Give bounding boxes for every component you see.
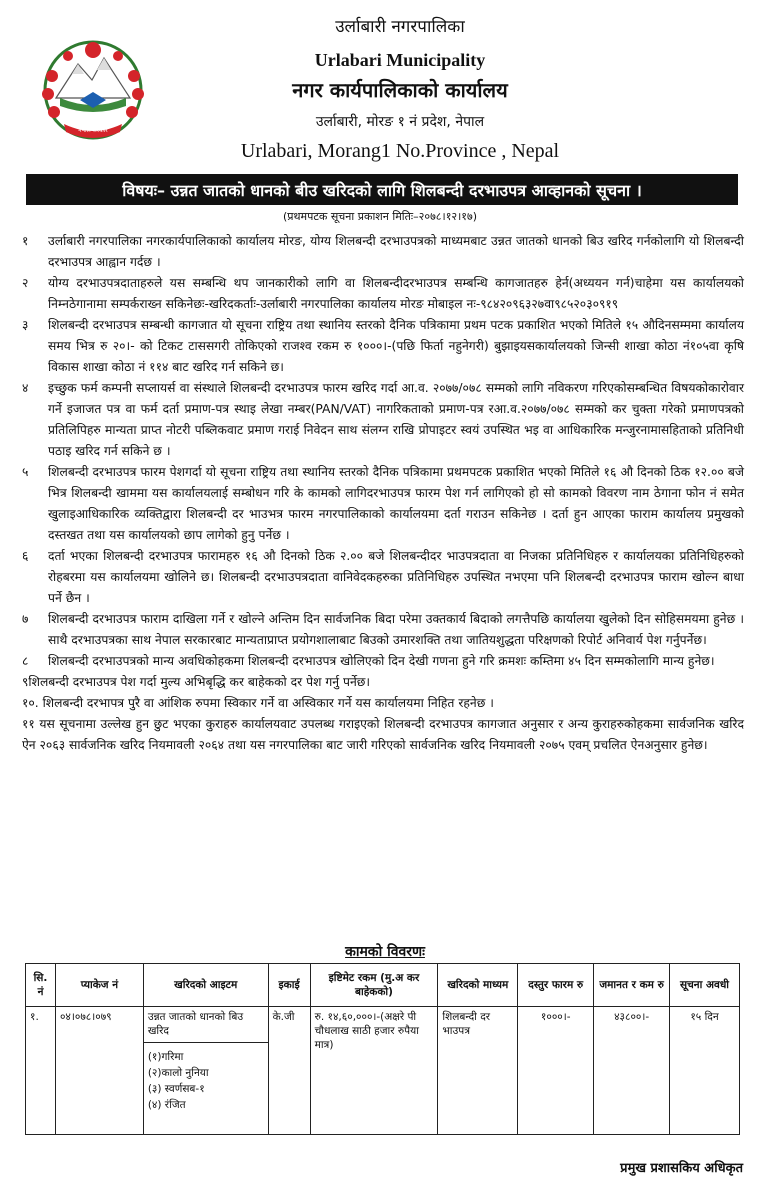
item-number: ४ [22, 381, 29, 395]
variety-item: (२)कालो नुनिया [147, 1067, 209, 1079]
notice-item [22, 609, 744, 651]
notice-item [22, 315, 744, 378]
header-estimate: इष्टिमेट रकम (मु.अ कर बाहेकको) [310, 964, 438, 1007]
notice-item [22, 273, 744, 315]
header-item: खरिदको आइटम [143, 964, 268, 1007]
notice-item [22, 378, 744, 462]
item-text: शिलबन्दी दरभाउपत्र सम्बन्धी कागजात यो सूचना राष्ट्रिय तथा स्थानिय स्तरको दैनिक पत्रिकामा प्रथम पटक प्रकाशित भएको मितिले १५ औदिनसम्ममा कार्यालय समय भित्र रु २०।- को टिकट टाससगरी तोकिएको राजश्व रकम रु १०००।-(पछि फिर्ता नहुनेगरी) बुझाइयसकार्यालयको जिन्सी शाखा कोठा नं१०५वा कृषि विकास शाखा कोठा नं ११४ बाट खरिद गर्न सकिने छ। [48, 318, 744, 374]
item-number: ८ [22, 654, 29, 668]
item-number: १ [22, 234, 29, 248]
item-name: उन्नत जातको धानको बिउ खरिद [147, 1011, 244, 1037]
header-fee: दस्तुर फारम रु [518, 964, 594, 1007]
municipality-name-english: Urlabari Municipality [314, 50, 486, 70]
item-text: योग्य दरभाउपत्रदाताहरुले यस सम्बन्धि थप जानकारीको लागि वा शिलबन्दीदरभाउपत्र सम्बन्धि कागजातहरु हेर्न(अध्ययन गर्न)चाहेमा यस कार्यालयको निम्नठेगानामा सम्पर्कराख्न सकिनेछः-खरिदकर्ताः-उर्लाबारी नगरपालिका कार्यालय मोरङ मोबाइल नः-९८४२०९६३२७वा९८५२०३०९१९ [48, 276, 744, 311]
cell-method: शिलबन्दी दर भाउपत्र [438, 1007, 518, 1135]
nepal-emblem-icon [34, 28, 152, 146]
notice-item [22, 651, 744, 672]
notice-item [22, 546, 744, 609]
item-text: शिलबन्दी दरभाउपत्र फाराम दाखिला गर्ने र खोल्ने अन्तिम दिन सार्वजनिक बिदा परेमा उक्तकार्य बिदाको लगत्तैपछि कार्यालया खुलेको दिन सोहिसमयमा हुनेछ । साथै दरभाउपत्रका साथ नेपाल सरकारबाट मान्यताप्राप्त प्रयोगशालाबाट बिउको उमारशक्ति तथा जातियशुद्धता परिक्षणको रिपोर्ट अनिवार्य पेश गर्नुपर्नेछ। [48, 612, 744, 647]
emblem-text: नेपाल सरकार [78, 127, 108, 134]
cell-deposit: ४३८००।- [594, 1007, 670, 1135]
notice-subject: विषयः– उन्नत जातको धानको बीउ खरिदको लागि शिलबन्दी दरभाउपत्र आव्हानको सूचना । [26, 174, 738, 205]
item-text: शिलबन्दी दरभाउपत्र फारम पेशगर्दा यो सूचना राष्ट्रिय तथा स्थानिय स्तरको दैनिक पत्रिकामा प्रथमपटक प्रकाशित भएको मितिले १६ औ दिनको ठिक १२.०० बजे भित्र शिलबन्दी खाममा यस कार्यालयलाई सम्बोधन गरि के कामको लागिदरभाउपत्र फारम पेश गर्न लागिएको हो सो कामको विवरण नाम ठेगाना फोन नं समेत खुलाइआधिकारिक व्यक्तिद्वारा शिलबन्दी दर भाउभत्र फारम नगरपालिकाको कार्यालयमा दर्ता गराउन सकिनेछ । दर्ता हुन आएका फाराम कार्यालय प्रमुखको दस्तखत तथा यस कार्यालयको छाप लागेको हुनु पर्नेछ । [48, 465, 744, 542]
table-header-row [26, 964, 740, 1007]
notice-items [22, 231, 744, 756]
notice-item [22, 672, 744, 693]
office-name: नगर कार्यपालिकाको कार्यालय [292, 78, 508, 102]
municipality-name-nepali: उर्लाबारी नगरपालिका [335, 17, 465, 37]
notice-item [22, 714, 744, 756]
signature-title: प्रमुख प्रशासकिय अधिकृत [620, 1161, 743, 1176]
item-text: दर्ता भएका शिलबन्दी दरभाउपत्र फारामहरु १६ औ दिनको ठिक २.०० बजे शिलबन्दीदर भाउपत्रदाता वा निजका प्रतिनिधिहरु र कार्यालयका प्रतिनिधिहरुको रोहबरमा यस कार्यालयमा खोलिने छ। शिलबन्दी दरभाउपत्रदाता वानिवेदकहरुका प्रतिनिधिहरु उपस्थित नभएमा पनि शिलबन्दी दरभाउपत्र फाराम खोल्न बाधा पर्ने छैन । [48, 549, 744, 605]
header-deposit: जमानत र कम रु [594, 964, 670, 1007]
item-text: ९शिलबन्दी दरभाउपत्र पेश गर्दा मुल्य अभिबृद्धि कर बाहेकको दर पेश गर्नु पर्नेछ। [22, 675, 371, 689]
item-text: उर्लाबारी नगरपालिका नगरकार्यपालिकाको कार्यालय मोरङ, योग्य शिलबन्दी दरभाउपत्रको माध्यमबाट उन्नत जातको धानको बिउ खरिद गर्नकोलागि यो शिलबन्दी दरभाउपत्र आह्वान गर्दछ । [48, 234, 744, 269]
item-number: ५ [22, 465, 29, 479]
variety-item: (३) स्वर्णसब-१ [147, 1083, 205, 1095]
item-text: शिलबन्दी दरभाउपत्रको मान्य अवधिकोहकमा शिलबन्दी दरभाउपत्र खोलिएको दिन देखी गणना हुने गरि क्रमशः कम्तिमा ४५ दिन सम्मकोलागि मान्य हुनेछ। [48, 654, 715, 668]
cell-estimate: रु. १४,६०,०००।-(अक्षरे पी चौधलाख साठी हजार रुपैया मात्र) [310, 1007, 438, 1135]
cell-package: ०४।०७८।०७९ [55, 1007, 143, 1135]
cell-period: १५ दिन [670, 1007, 740, 1135]
header-method: खरिदको माध्यम [438, 964, 518, 1007]
header-package: प्याकेज नं [55, 964, 143, 1007]
address-english: Urlabari, Morang1 No.Province , Nepal [240, 140, 560, 162]
cell-sn: १. [26, 1007, 56, 1135]
header-unit: इकाई [268, 964, 310, 1007]
cell-fee: १०००।- [518, 1007, 594, 1135]
notice-item [22, 693, 744, 714]
publication-date: (प्रथमपटक सूचना प्रकाशन मितिः–२०७८।१२।१७) [282, 210, 478, 223]
notice-item [22, 231, 744, 273]
table-row [26, 1007, 740, 1135]
item-number: ७ [22, 612, 29, 626]
address-nepali: उर्लाबारी, मोरङ १ नं प्रदेश, नेपाल [315, 114, 485, 130]
variety-list [144, 1042, 268, 1115]
item-number: ६ [22, 549, 29, 563]
item-text: १०. शिलबन्दी दरभापत्र पुरै वा आंशिक रुपमा स्विकार गर्ने वा अस्विकार गर्ने यस कार्यालयमा निहित रहनेछ । [22, 696, 494, 710]
item-number: ३ [22, 318, 29, 332]
variety-item: (१)गरिमा [147, 1051, 184, 1063]
header-sn: सि. नं [26, 964, 56, 1007]
variety-item: (४) रंजित [147, 1099, 186, 1111]
cell-unit: के.जी [268, 1007, 310, 1135]
cell-item [143, 1007, 268, 1135]
notice-item [22, 462, 744, 546]
header-period: सूचना अवधी [670, 964, 740, 1007]
works-table [25, 963, 740, 1135]
item-text: इच्छुक फर्म कम्पनी सप्लायर्स वा संस्थाले शिलबन्दी दरभाउपत्र फारम खरिद गर्दा आ.व. २०७७/०७८ सम्मको लागि नविकरण गरिएकोसम्बन्धित विषयकोकारोवार गर्ने इजाजत पत्र वा फर्म दर्ता प्रमाण-पत्र स्थाइ लेखा नम्बर(PAN/VAT) नागरिकताको प्रमाण-पत्र रआ.व.२०७७/०७८ सम्मको कर चुक्ता गरेको प्रमाणपत्रको प्रतिलिपिहरु मान्यता प्राप्त नोटरी पब्लिकवाट प्रमाण गराई निवेदन साथ संलग्न राखि प्रोपाइटर स्वयं उपस्थित भइ वा आधिकारिक मन्जुरनामासहिताको प्रतिनिधी पठाइ खरिद गर्न सकिने छ । [48, 381, 744, 458]
item-text: ११ यस सूचनामा उल्लेख हुन छुट भएका कुराहरु कार्यालयवाट उपलब्ध गराइएको शिलबन्दी दरभाउपत्र कागजात अनुसार र अन्य कुराहरुकोहकमा सार्वजनिक खरिद ऐन २०६३ सार्वजनिक खरिद नियमावली २०६४ तथा यस नगरपालिका बाट जारी गरिएको सार्वजनिक खरिद नियमावली २०७५ एवम् प्रचलित ऐनअनुसार हुनेछ। [22, 717, 744, 752]
works-title: कामको विवरणः [345, 944, 425, 960]
item-number: २ [22, 276, 29, 290]
